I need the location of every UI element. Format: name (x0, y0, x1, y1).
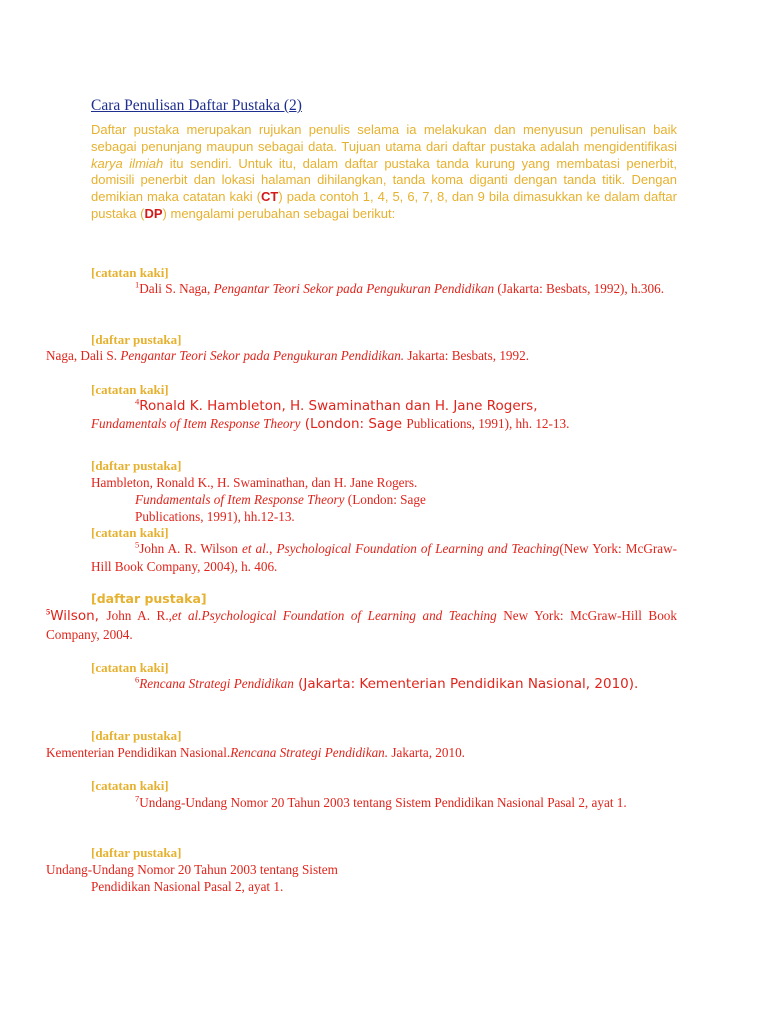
bibliography-text: Kementerian Pendidikan Nasional. (46, 745, 231, 760)
footnote-entry-7 (91, 794, 677, 812)
book-title: Fundamentals of Item Response Theory (135, 492, 345, 507)
bibliography-entry-6 (46, 744, 686, 762)
footnote-entry-6 (91, 675, 677, 694)
footnote-text: (New York: McGraw-Hill Book Company, 2004), h. 406. (91, 541, 678, 574)
book-title: Psychological Foundation of Learning and Teaching (276, 541, 560, 556)
intro-dp-abbrev: DP (144, 205, 163, 221)
bibliography-label: [daftar pustaka] (91, 458, 182, 473)
footnote-text: (Jakarta: Kementerian Pendidikan Nasional, 2010). (293, 676, 639, 692)
bibliography-text: Naga, Dali S. (46, 348, 121, 363)
footnote-entry-4 (135, 397, 695, 416)
page-title: Cara Penulisan Daftar Pustaka (2) (91, 97, 302, 114)
footnote-text: Dali S. Naga, (139, 281, 214, 296)
bibliography-entry-7-line2 (91, 878, 691, 896)
footnote-text: Undang-Undang Nomor 20 Tahun 2003 tentang Sistem Pendidikan Nasional Pasal 2, ayat 1. (139, 795, 627, 810)
intro-paragraph (91, 122, 677, 223)
bibliography-label: [daftar pustaka] (91, 728, 182, 743)
intro-text-3: ) pada contoh 1, 4, 5, 6, 7, 8, dan 9 bila dimasukkan ke dalam daftar pustaka ( (91, 189, 677, 221)
bibliography-label: [daftar pustaka] (91, 591, 207, 606)
bibliography-label: [daftar pustaka] (91, 332, 182, 347)
book-title: Pengantar Teori Sekor pada Pengukuran Pendidikan. (120, 348, 405, 363)
book-title: Rencana Strategi Pendidikan. (230, 745, 389, 760)
footnote-number: 7 (135, 793, 140, 804)
footnote-text: (Jakarta: Besbats, 1992), h.306. (494, 281, 664, 296)
footnote-text: , (269, 541, 277, 556)
bibliography-text: Pendidikan Nasional Pasal 2, ayat 1. (91, 879, 284, 894)
footnote-entry-1 (91, 280, 677, 298)
bibliography-text: Jakarta: Besbats, 1992. (404, 348, 529, 363)
footnote-label: [catatan kaki] (91, 525, 169, 540)
et-al: et al. (171, 608, 202, 623)
bibliography-text: New York: McGraw-Hill Book Company, 2004. (46, 608, 677, 642)
bibliography-text: Undang-Undang Nomor 20 Tahun 2003 tentang Sistem (46, 862, 338, 877)
intro-text-1: Daftar pustaka merupakan rujukan penulis selama ia melakukan dan menyusun penulisan baik sebagai penunjang maupun sebagai data. Tujuan utama dari daftar pustaka adalah mengidentifikasi (91, 122, 677, 154)
bibliography-label: [daftar pustaka] (91, 845, 182, 860)
bibliography-entry-1 (46, 347, 686, 365)
footnote-number: 1 (135, 279, 140, 290)
footnote-number: 5 (46, 606, 51, 617)
bibliography-text: John A. R., (106, 608, 172, 623)
footnote-text: (London: Sage (300, 416, 407, 432)
bibliography-text: (London: Sage (344, 492, 426, 507)
footnote-number: 5 (135, 539, 140, 550)
et-al: et al. (241, 541, 270, 556)
bibliography-entry-7 (46, 861, 686, 879)
footnote-label: [catatan kaki] (91, 778, 169, 793)
footnote-text: Ronald K. Hambleton, H. Swaminathan dan H. Jane Rogers, (139, 398, 538, 414)
bibliography-text: Wilson, (50, 608, 107, 624)
book-title: Pengantar Teori Sekor pada Pengukuran Pendidikan (213, 281, 495, 296)
bibliography-text: Hambleton, Ronald K., H. Swaminathan, dan H. Jane Rogers. (91, 475, 418, 490)
bibliography-entry-5 (46, 607, 677, 643)
footnote-number: 6 (135, 674, 140, 685)
bibliography-entry-4-line2 (135, 491, 695, 509)
footnote-number: 4 (135, 396, 140, 407)
intro-text-4: ) mengalami perubahan sebagai berikut: (162, 205, 396, 221)
intro-text-2: itu sendiri. Untuk itu, dalam daftar pustaka tanda kurung yang membatasi penerbit, domisili penerbit dan lokasi halaman dihilangkan, tanda koma diganti dengan tanda titik. Dengan demikian maka catatan kaki ( (91, 155, 677, 205)
book-title: Rencana Strategi Pendidikan (139, 676, 294, 691)
intro-italic-term: karya ilmiah (91, 155, 164, 171)
footnote-label: [catatan kaki] (91, 660, 169, 675)
footnote-entry-5 (91, 540, 677, 575)
book-title: Psychological Foundation of Learning and Teaching (201, 608, 497, 623)
bibliography-entry-4-line3 (135, 508, 695, 526)
intro-ct-abbrev: CT (261, 189, 279, 205)
footnote-text: John A. R. Wilson (139, 541, 242, 556)
footnote-label: [catatan kaki] (91, 265, 169, 280)
footnote-entry-4-line2 (91, 415, 691, 434)
bibliography-entry-4 (91, 474, 691, 492)
book-title: Fundamentals of Item Response Theory (91, 416, 301, 431)
footnote-text: Publications, 1991), hh. 12-13. (406, 416, 570, 431)
bibliography-text: Publications, 1991), hh.12-13. (135, 509, 295, 524)
bibliography-text: Jakarta, 2010. (388, 745, 465, 760)
footnote-label: [catatan kaki] (91, 382, 169, 397)
